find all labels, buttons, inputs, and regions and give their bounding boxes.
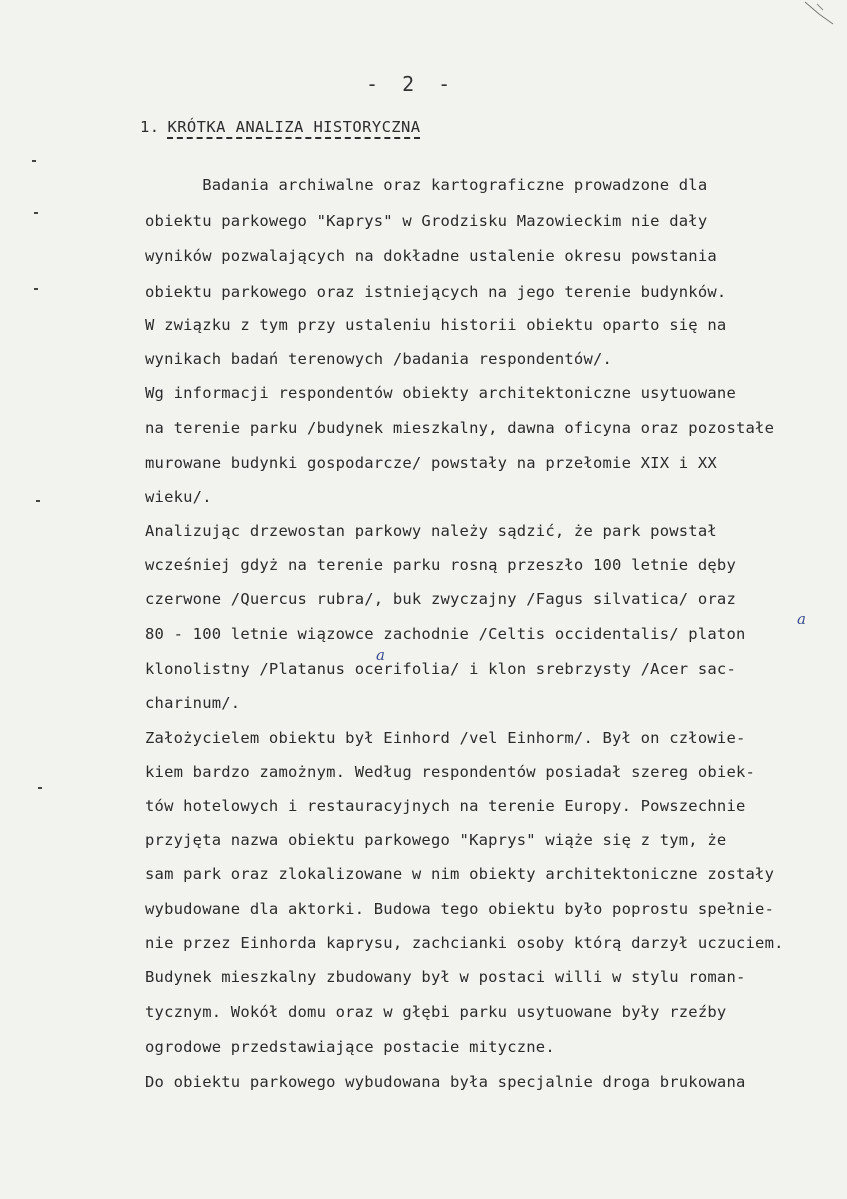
text-line: Założycielem obiektu był Einhord /vel Einhorm/. Był on człowie-: [145, 729, 746, 747]
text-line: obiektu parkowego oraz istniejących na jego terenie budynków.: [145, 283, 727, 301]
margin-mark: [38, 787, 42, 789]
text-line: wcześniej gdyż na terenie parku rosną przeszło 100 letnie dęby: [145, 556, 736, 574]
text-line: Badania archiwalne oraz kartograficzne prowadzone dla: [145, 176, 708, 194]
section-number: 1.: [140, 118, 160, 136]
text-line: Wg informacji respondentów obiekty architektoniczne usytuowane: [145, 384, 736, 402]
text-line: tycznym. Wokół domu oraz w głębi parku usytuowane były rzeźby: [145, 1003, 727, 1021]
text-line: Analizując drzewostan parkowy należy sądzić, że park powstał: [145, 522, 717, 540]
text-line: przyjęta nazwa obiektu parkowego "Kaprys" wiąże się z tym, że: [145, 831, 727, 849]
text-line: czerwone /Quercus rubra/, buk zwyczajny /Fagus silvatica/ oraz: [145, 590, 736, 608]
text-line: charinum/.: [145, 694, 241, 712]
text-line: kiem bardzo zamożnym. Według respondentów posiadał szereg obiek-: [145, 763, 756, 781]
text-line: wynikach badań terenowych /badania respondentów/.: [145, 350, 613, 368]
section-title: KRÓTKA ANALIZA HISTORYCZNA: [167, 118, 421, 136]
handwritten-correction: a: [797, 610, 806, 628]
margin-mark: [32, 160, 36, 162]
margin-mark: [34, 288, 38, 290]
corner-scratch-mark: [799, 0, 839, 30]
text-line: sam park oraz zlokalizowane w nim obiekty architektoniczne zostały: [145, 865, 775, 883]
text-line: 80 - 100 letnie wiązowce zachodnie /Celtis occidentalis/ platon: [145, 625, 746, 643]
handwritten-correction: a: [376, 646, 385, 664]
text-line: murowane budynki gospodarcze/ powstały na przełomie XIX i XX: [145, 454, 717, 472]
text-line: tów hotelowych i restauracyjnych na terenie Europy. Powszechnie: [145, 797, 746, 815]
text-line: Do obiektu parkowego wybudowana była specjalnie droga brukowana: [145, 1073, 746, 1091]
section-heading: [140, 118, 421, 136]
page-number: - 2 -: [366, 72, 457, 96]
text-line: ogrodowe przedstawiające postacie mityczne.: [145, 1038, 555, 1056]
text-line: nie przez Einhorda kaprysu, zachcianki osoby którą darzył uczuciem.: [145, 934, 784, 952]
text-line: Budynek mieszkalny zbudowany był w postaci willi w stylu roman-: [145, 968, 746, 986]
text-line: wieku/.: [145, 488, 212, 506]
text-line: wyników pozwalających na dokładne ustalenie okresu powstania: [145, 247, 717, 265]
text-line: klonolistny /Platanus ocerifolia/ i klon srebrzysty /Acer sac-: [145, 660, 736, 678]
text-line: wybudowane dla aktorki. Budowa tego obiektu było poprostu spełnie-: [145, 900, 775, 918]
margin-mark: [36, 500, 40, 502]
margin-mark: [34, 212, 38, 214]
text-line: W związku z tym przy ustaleniu historii obiektu oparto się na: [145, 316, 727, 334]
text-line: obiektu parkowego "Kaprys" w Grodzisku Mazowieckim nie dały: [145, 212, 708, 230]
text-line: na terenie parku /budynek mieszkalny, dawna oficyna oraz pozostałe: [145, 419, 775, 437]
